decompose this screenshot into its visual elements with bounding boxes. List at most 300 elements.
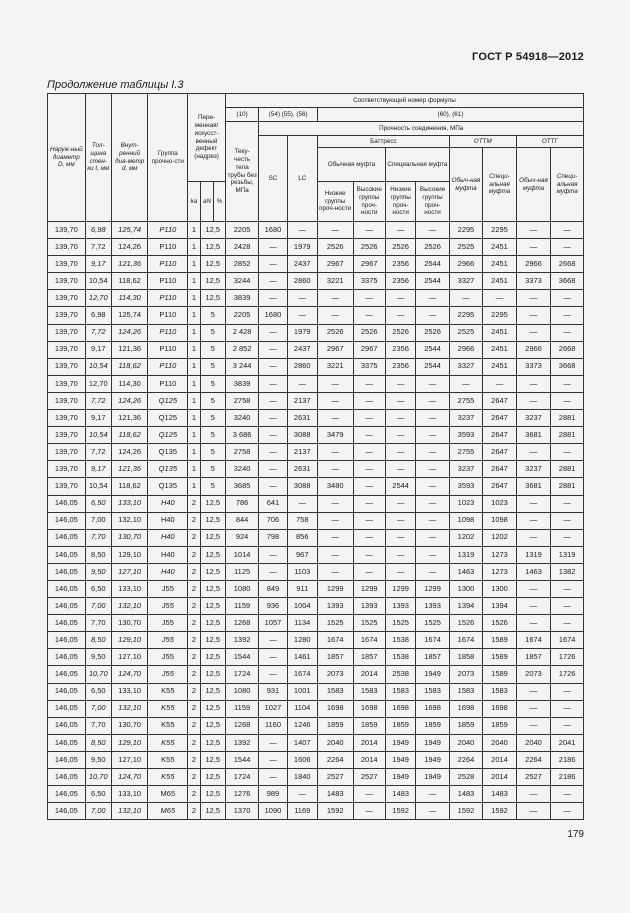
table-cell: —: [516, 717, 551, 734]
table-cell: —: [516, 495, 551, 512]
table-cell: —: [353, 427, 385, 444]
table-cell: —: [259, 239, 287, 256]
table-cell: 2437: [287, 256, 317, 273]
table-cell: 3480: [317, 478, 353, 495]
table-cell: 12,5: [200, 256, 225, 273]
table-cell: 12,5: [200, 615, 225, 632]
table-cell: 1483: [449, 786, 482, 803]
table-cell: 798: [259, 529, 287, 546]
table-cell: 1057: [259, 615, 287, 632]
table-cell: J55: [148, 580, 188, 597]
table-cell: J55: [148, 598, 188, 615]
table-cell: —: [416, 307, 449, 324]
table-cell: 1268: [225, 717, 258, 734]
table-cell: 1: [188, 290, 201, 307]
table-cell: —: [551, 222, 584, 239]
table-row: [48, 598, 584, 615]
table-cell: 10,54: [85, 427, 111, 444]
table-cell: 3681: [516, 427, 551, 444]
table-cell: —: [385, 563, 415, 580]
col-strength-group: Группа прочно-сти: [148, 94, 188, 222]
table-cell: 1857: [516, 649, 551, 666]
table-cell: —: [259, 324, 287, 341]
table-cell: 1979: [287, 324, 317, 341]
table-cell: 12,5: [200, 239, 225, 256]
table-cell: 146,05: [48, 615, 86, 632]
table-cell: K55: [148, 700, 188, 717]
table-cell: 1583: [449, 683, 482, 700]
table-cell: 911: [287, 580, 317, 597]
table-cell: 12,5: [200, 512, 225, 529]
table-cell: 2967: [317, 341, 353, 358]
table-cell: 3375: [353, 273, 385, 290]
table-cell: 2073: [516, 666, 551, 683]
table-cell: 1392: [225, 632, 258, 649]
table-cell: 7,70: [85, 529, 111, 546]
table-cell: 146,05: [48, 803, 86, 820]
table-cell: 139,70: [48, 392, 86, 409]
table-cell: 1299: [385, 580, 415, 597]
table-cell: 127,10: [111, 649, 148, 666]
table-cell: 1674: [516, 632, 551, 649]
table-cell: 1: [188, 324, 201, 341]
table-cell: 12,5: [200, 751, 225, 768]
table-cell: 139,70: [48, 358, 86, 375]
table-cell: 7,72: [85, 324, 111, 341]
table-cell: 1583: [353, 683, 385, 700]
table-cell: —: [483, 375, 516, 392]
table-cell: 2451: [483, 256, 516, 273]
table-cell: 2: [188, 683, 201, 700]
table-cell: 3327: [449, 358, 482, 375]
table-cell: 1319: [449, 546, 482, 563]
table-cell: 10,70: [85, 666, 111, 683]
table-row: [48, 495, 584, 512]
col-ottg: ОТТГ: [516, 136, 583, 148]
table-row: [48, 358, 584, 375]
table-cell: 2647: [483, 478, 516, 495]
table-cell: 1299: [317, 580, 353, 597]
table-cell: P110: [148, 273, 188, 290]
table-cell: 967: [287, 546, 317, 563]
table-cell: 10,54: [85, 358, 111, 375]
table-cell: —: [516, 700, 551, 717]
table-cell: 1: [188, 222, 201, 239]
table-cell: 7,00: [85, 803, 111, 820]
table-cell: 3240: [225, 461, 258, 478]
table-cell: 5: [200, 307, 225, 324]
table-cell: —: [516, 803, 551, 820]
table-cell: —: [353, 495, 385, 512]
table-cell: 1483: [317, 786, 353, 803]
table-cell: —: [317, 375, 353, 392]
table-cell: 1698: [483, 700, 516, 717]
table-cell: 146,05: [48, 649, 86, 666]
table-cell: —: [551, 529, 584, 546]
table-cell: —: [317, 563, 353, 580]
table-row: [48, 615, 584, 632]
table-cell: —: [516, 222, 551, 239]
table-row: [48, 427, 584, 444]
table-cell: —: [259, 478, 287, 495]
table-cell: —: [259, 461, 287, 478]
col-joint-strength: Прочность соединения, МПа: [259, 122, 584, 136]
table-cell: —: [385, 546, 415, 563]
table-cell: 12,5: [200, 649, 225, 666]
table-cell: 10,70: [85, 769, 111, 786]
table-row: [48, 375, 584, 392]
table-cell: 1: [188, 392, 201, 409]
table-cell: 2356: [385, 358, 415, 375]
table-cell: 786: [225, 495, 258, 512]
table-cell: 12,5: [200, 546, 225, 563]
table-cell: 146,05: [48, 717, 86, 734]
table-cell: —: [353, 478, 385, 495]
table-cell: —: [287, 290, 317, 307]
table-cell: 1949: [385, 751, 415, 768]
table-cell: 1273: [483, 546, 516, 563]
table-cell: 1592: [483, 803, 516, 820]
table-cell: 130,70: [111, 529, 148, 546]
table-cell: 2966: [516, 256, 551, 273]
table-cell: 139,70: [48, 324, 86, 341]
table-cell: —: [385, 392, 415, 409]
table-cell: 2967: [317, 256, 353, 273]
table-cell: 6,50: [85, 580, 111, 597]
buttress-regular-low: Низкие группы проч-ности: [317, 182, 353, 222]
table-row: [48, 734, 584, 751]
table-cell: —: [259, 392, 287, 409]
table-cell: 127,10: [111, 563, 148, 580]
table-cell: 1859: [353, 717, 385, 734]
table-cell: 133,10: [111, 580, 148, 597]
table-cell: —: [551, 803, 584, 820]
table-cell: —: [259, 649, 287, 666]
table-cell: 3240: [225, 410, 258, 427]
table-cell: 1098: [449, 512, 482, 529]
table-cell: 132,10: [111, 598, 148, 615]
table-cell: 2528: [449, 769, 482, 786]
table-cell: 2014: [483, 769, 516, 786]
table-cell: 2295: [449, 222, 482, 239]
table-cell: H40: [148, 529, 188, 546]
table-cell: 8,50: [85, 734, 111, 751]
table-cell: —: [353, 444, 385, 461]
table-row: [48, 717, 584, 734]
table-cell: 5: [200, 427, 225, 444]
table-cell: —: [516, 598, 551, 615]
table-cell: 114,30: [111, 375, 148, 392]
table-cell: 1726: [551, 666, 584, 683]
table-cell: 1319: [516, 546, 551, 563]
table-cell: 7,00: [85, 700, 111, 717]
table-cell: 2544: [416, 273, 449, 290]
table-cell: 5: [200, 444, 225, 461]
table-row: [48, 580, 584, 597]
table-cell: 125,74: [111, 222, 148, 239]
table-cell: 1592: [449, 803, 482, 820]
table-cell: 1080: [225, 580, 258, 597]
table-cell: 3839: [225, 375, 258, 392]
table-row: [48, 341, 584, 358]
table-row: [48, 222, 584, 239]
table-cell: 1: [188, 410, 201, 427]
table-cell: 2295: [483, 307, 516, 324]
table-cell: 1104: [287, 700, 317, 717]
table-cell: M65: [148, 803, 188, 820]
table-cell: 1103: [287, 563, 317, 580]
table-cell: 3221: [317, 273, 353, 290]
table-cell: —: [385, 222, 415, 239]
table-cell: —: [385, 427, 415, 444]
table-cell: 2: [188, 717, 201, 734]
table-row: [48, 256, 584, 273]
table-cell: 2852: [225, 256, 258, 273]
table-cell: 1544: [225, 649, 258, 666]
table-cell: 12,5: [200, 580, 225, 597]
table-cell: 3088: [287, 427, 317, 444]
table-cell: 1859: [483, 717, 516, 734]
table-row: [48, 512, 584, 529]
page-number: 179: [567, 829, 584, 840]
table-cell: 146,05: [48, 683, 86, 700]
table-row: [48, 632, 584, 649]
table-cell: 114,30: [111, 290, 148, 307]
table-cell: 1276: [225, 786, 258, 803]
table-cell: 2967: [353, 341, 385, 358]
table-cell: 2544: [385, 478, 415, 495]
table-cell: —: [353, 222, 385, 239]
table-cell: 2526: [416, 324, 449, 341]
table-row: [48, 529, 584, 546]
table-cell: 2137: [287, 444, 317, 461]
table-cell: 12,5: [200, 786, 225, 803]
table-cell: —: [416, 461, 449, 478]
table-cell: 2881: [551, 461, 584, 478]
table-cell: —: [516, 615, 551, 632]
table-cell: 2186: [551, 751, 584, 768]
table-cell: 1080: [225, 683, 258, 700]
table-cell: 146,05: [48, 786, 86, 803]
table-cell: 3 686: [225, 427, 258, 444]
table-cell: —: [259, 444, 287, 461]
table-cell: 2014: [353, 666, 385, 683]
table-cell: 12,70: [85, 290, 111, 307]
table-cell: —: [385, 290, 415, 307]
table-cell: 1538: [385, 632, 415, 649]
table-cell: 1014: [225, 546, 258, 563]
table-cell: 139,70: [48, 410, 86, 427]
table-cell: 1159: [225, 598, 258, 615]
table-cell: 12,70: [85, 375, 111, 392]
table-cell: —: [259, 666, 287, 683]
table-cell: K55: [148, 769, 188, 786]
table-cell: 1463: [449, 563, 482, 580]
formula-10: (10): [225, 108, 258, 122]
table-cell: —: [259, 273, 287, 290]
table-cell: 1: [188, 375, 201, 392]
table-cell: 118,62: [111, 358, 148, 375]
table-cell: 7,70: [85, 615, 111, 632]
table-cell: 139,70: [48, 427, 86, 444]
table-cell: 1393: [416, 598, 449, 615]
table-cell: 2356: [385, 256, 415, 273]
table-cell: 2041: [551, 734, 584, 751]
table-cell: 139,70: [48, 444, 86, 461]
table-cell: 9,17: [85, 341, 111, 358]
table-cell: 7,72: [85, 239, 111, 256]
table-cell: 9,50: [85, 751, 111, 768]
table-cell: —: [385, 444, 415, 461]
table-cell: 2526: [385, 239, 415, 256]
table-row: [48, 461, 584, 478]
table-cell: —: [551, 307, 584, 324]
table-cell: —: [551, 786, 584, 803]
table-cell: —: [317, 307, 353, 324]
table-row: [48, 563, 584, 580]
table-cell: 1483: [483, 786, 516, 803]
table-cell: 1407: [287, 734, 317, 751]
table-cell: 10,54: [85, 478, 111, 495]
table-cell: —: [551, 392, 584, 409]
table-cell: 118,62: [111, 273, 148, 290]
table-cell: P110: [148, 239, 188, 256]
table-cell: —: [353, 512, 385, 529]
table-cell: 118,62: [111, 427, 148, 444]
table-cell: K55: [148, 734, 188, 751]
table-cell: 2544: [416, 358, 449, 375]
table-cell: 2437: [287, 341, 317, 358]
table-cell: 2295: [483, 222, 516, 239]
table-cell: 12,5: [200, 529, 225, 546]
table-cell: 2040: [483, 734, 516, 751]
table-cell: 129,10: [111, 546, 148, 563]
table-cell: 2264: [516, 751, 551, 768]
table-cell: 1098: [483, 512, 516, 529]
table-cell: 3373: [516, 358, 551, 375]
table-cell: 124,26: [111, 239, 148, 256]
table-cell: 12,5: [200, 598, 225, 615]
col-ottm: ОТТМ: [449, 136, 516, 148]
table-cell: 12,5: [200, 734, 225, 751]
table-cell: 1949: [416, 751, 449, 768]
table-cell: 139,70: [48, 239, 86, 256]
table-cell: 2527: [516, 769, 551, 786]
table-cell: 130,70: [111, 717, 148, 734]
table-cell: 8,50: [85, 632, 111, 649]
table-cell: 129,10: [111, 632, 148, 649]
buttress-special-low: Низкие группы проч-ности: [385, 182, 415, 222]
table-cell: 1: [188, 239, 201, 256]
table-cell: 2631: [287, 410, 317, 427]
table-row: [48, 649, 584, 666]
table-cell: 1526: [483, 615, 516, 632]
table-cell: 12,5: [200, 222, 225, 239]
table-row: [48, 307, 584, 324]
table-cell: —: [416, 786, 449, 803]
table-cell: 1674: [416, 632, 449, 649]
table-cell: 2526: [353, 324, 385, 341]
table-cell: 1674: [317, 632, 353, 649]
table-cell: 1674: [551, 632, 584, 649]
table-cell: 1392: [225, 734, 258, 751]
table-cell: 129,10: [111, 734, 148, 751]
table-cell: —: [416, 410, 449, 427]
table-cell: J55: [148, 649, 188, 666]
table-cell: 2: [188, 632, 201, 649]
table-cell: 1857: [353, 649, 385, 666]
table-cell: —: [516, 324, 551, 341]
table-cell: 12,5: [200, 700, 225, 717]
table-cell: 146,05: [48, 598, 86, 615]
table-cell: 3593: [449, 478, 482, 495]
table-cell: 1299: [353, 580, 385, 597]
table-cell: —: [259, 546, 287, 563]
table-cell: 1246: [287, 717, 317, 734]
table-cell: —: [317, 512, 353, 529]
table-cell: —: [385, 529, 415, 546]
table-cell: 1: [188, 444, 201, 461]
table-cell: —: [385, 375, 415, 392]
table-cell: 1023: [483, 495, 516, 512]
table-cell: —: [551, 444, 584, 461]
table-cell: 1394: [449, 598, 482, 615]
table-cell: —: [385, 512, 415, 529]
table-cell: 2: [188, 786, 201, 803]
table-cell: —: [317, 392, 353, 409]
table-cell: 132,10: [111, 700, 148, 717]
table-cell: —: [449, 290, 482, 307]
table-cell: 1319: [551, 546, 584, 563]
table-cell: H40: [148, 512, 188, 529]
table-cell: —: [287, 786, 317, 803]
table-cell: P110: [148, 222, 188, 239]
table-cell: 1724: [225, 769, 258, 786]
table-cell: 9,50: [85, 563, 111, 580]
table-cell: 1300: [449, 580, 482, 597]
table-cell: 1698: [385, 700, 415, 717]
table-cell: 3237: [516, 410, 551, 427]
table-cell: 849: [259, 580, 287, 597]
table-cell: 121,36: [111, 256, 148, 273]
table-cell: 146,05: [48, 632, 86, 649]
table-cell: 931: [259, 683, 287, 700]
table-cell: 641: [259, 495, 287, 512]
table-cell: 1393: [353, 598, 385, 615]
table-cell: —: [259, 563, 287, 580]
table-cell: 1526: [449, 615, 482, 632]
table-cell: —: [287, 375, 317, 392]
table-cell: —: [353, 803, 385, 820]
col-pct: %: [214, 182, 226, 222]
table-cell: —: [551, 512, 584, 529]
table-cell: 1483: [385, 786, 415, 803]
table-cell: 3237: [449, 461, 482, 478]
table-cell: M65: [148, 786, 188, 803]
table-cell: 1583: [483, 683, 516, 700]
table-cell: 5: [200, 375, 225, 392]
table-cell: —: [551, 717, 584, 734]
table-cell: 2: [188, 803, 201, 820]
table-cell: 3221: [317, 358, 353, 375]
table-cell: J55: [148, 632, 188, 649]
table-cell: 1698: [353, 700, 385, 717]
table-cell: 5: [200, 478, 225, 495]
table-row: [48, 786, 584, 803]
table-cell: 1023: [449, 495, 482, 512]
table-cell: —: [551, 700, 584, 717]
table-cell: 2040: [516, 734, 551, 751]
